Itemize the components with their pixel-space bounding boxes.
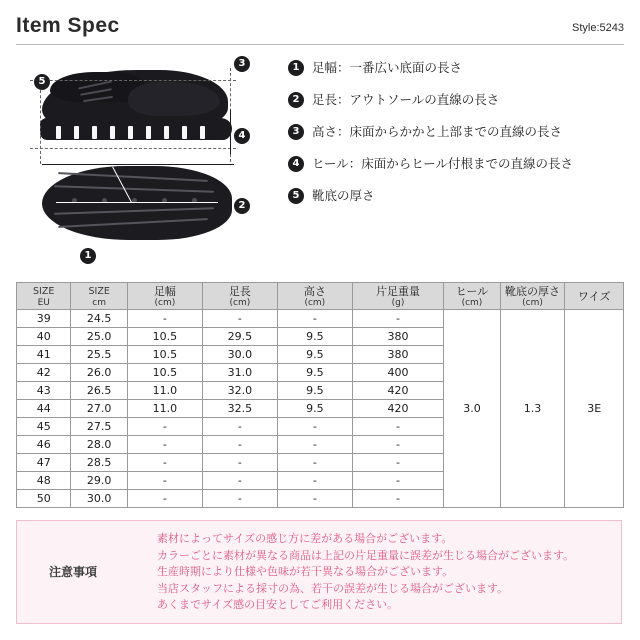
legend-badge-4: 4 — [288, 156, 304, 172]
legend-text-5: 靴底の厚さ — [312, 188, 375, 203]
cell-cm: 25.5 — [71, 346, 127, 364]
cell-width: - — [127, 310, 202, 328]
legend-badge-1: 1 — [288, 60, 304, 76]
measure-arrow-heel-height — [230, 110, 231, 154]
cell-weight: - — [352, 472, 443, 490]
cell-length: - — [202, 472, 277, 490]
cell-heel-merged: 3.0 — [444, 310, 500, 508]
cell-length: 31.0 — [202, 364, 277, 382]
measure-arrow-sole-length — [56, 202, 218, 203]
cell-weight: - — [352, 436, 443, 454]
legend-text-2: 足長：アウトソールの直線の長さ — [312, 92, 500, 107]
cell-width: 10.5 — [127, 328, 202, 346]
header-weight: 片足重量 (g) — [352, 283, 443, 310]
sole-tread — [110, 126, 115, 139]
cell-cm: 26.5 — [71, 382, 127, 400]
cell-length: 30.0 — [202, 346, 277, 364]
cell-length: - — [202, 454, 277, 472]
cell-height: - — [277, 310, 352, 328]
diagram-badge-2-bottom: 2 — [234, 198, 250, 214]
style-code: Style:5243 — [572, 22, 624, 34]
page-header — [16, 14, 624, 44]
cell-height: - — [277, 418, 352, 436]
cell-length: 32.0 — [202, 382, 277, 400]
cell-length: 32.5 — [202, 400, 277, 418]
cell-eu: 40 — [17, 328, 71, 346]
cell-width: 10.5 — [127, 346, 202, 364]
cell-weight: - — [352, 454, 443, 472]
cell-cm: 28.0 — [71, 436, 127, 454]
cell-eu: 45 — [17, 418, 71, 436]
cell-height: 9.5 — [277, 364, 352, 382]
table-body — [17, 310, 624, 508]
cell-eu: 42 — [17, 364, 71, 382]
legend-item — [288, 186, 628, 218]
cell-length: 29.5 — [202, 328, 277, 346]
table-row — [17, 310, 624, 328]
cell-width: 11.0 — [127, 400, 202, 418]
cell-height: - — [277, 436, 352, 454]
notice-label: 注意事項 — [49, 565, 98, 579]
header-divider — [16, 44, 624, 45]
notice-box — [16, 520, 622, 624]
cell-cm: 28.5 — [71, 454, 127, 472]
sole-tread — [56, 126, 61, 139]
size-spec-table — [16, 282, 624, 508]
cell-width: - — [127, 418, 202, 436]
header-height: 高さ (cm) — [277, 283, 352, 310]
cell-eu: 41 — [17, 346, 71, 364]
header-width: 足幅 (cm) — [127, 283, 202, 310]
legend-item — [288, 90, 628, 122]
header-length: 足長 (cm) — [202, 283, 277, 310]
cell-weight: 380 — [352, 328, 443, 346]
cell-weight: - — [352, 310, 443, 328]
cell-width: - — [127, 472, 202, 490]
diagram-badge-4: 4 — [234, 128, 250, 144]
legend-text-1: 足幅：一番広い底面の長さ — [312, 60, 463, 75]
cell-cm: 27.0 — [71, 400, 127, 418]
cell-weight: 420 — [352, 382, 443, 400]
cell-wise-merged: 3E — [565, 310, 624, 508]
cell-length: - — [202, 418, 277, 436]
cell-width: 11.0 — [127, 382, 202, 400]
diagram-badge-5: 5 — [34, 74, 50, 90]
cell-weight: 400 — [352, 364, 443, 382]
cell-length: - — [202, 490, 277, 508]
cell-width: - — [127, 454, 202, 472]
sole-tread — [164, 126, 169, 139]
header-size-eu: SIZE EU — [17, 283, 71, 310]
sole-tread — [182, 126, 187, 139]
cell-weight: - — [352, 418, 443, 436]
cell-length: - — [202, 436, 277, 454]
page-title: Item Spec — [16, 14, 120, 37]
notice-line: あくまでサイズ感の目安としてご利用ください。 — [157, 598, 399, 611]
cell-eu: 48 — [17, 472, 71, 490]
cell-height: 9.5 — [277, 346, 352, 364]
cell-eu: 43 — [17, 382, 71, 400]
legend-item — [288, 154, 628, 186]
notice-lines — [157, 531, 613, 614]
sole-tread — [74, 126, 79, 139]
cell-weight: - — [352, 490, 443, 508]
table-header-row — [17, 283, 624, 310]
cell-cm: 24.5 — [71, 310, 127, 328]
header-wise: ワイズ — [565, 283, 624, 310]
cell-length: - — [202, 310, 277, 328]
header-heel: ヒール (cm) — [444, 283, 500, 310]
shoe-diagram — [16, 52, 278, 264]
notice-line: 生産時期により仕様や色味が若干異なる場合がございます。 — [157, 565, 454, 578]
cell-weight: 420 — [352, 400, 443, 418]
legend-item — [288, 58, 628, 90]
cell-height: 9.5 — [277, 382, 352, 400]
legend-badge-3: 3 — [288, 124, 304, 140]
legend-text-3: 高さ：床面からかかと上部までの直線の長さ — [312, 124, 563, 139]
measurement-legend — [288, 58, 628, 218]
cell-cm: 27.5 — [71, 418, 127, 436]
cell-width: - — [127, 436, 202, 454]
legend-badge-2: 2 — [288, 92, 304, 108]
header-sole-thickness: 靴底の厚さ (cm) — [500, 283, 565, 310]
sole-tread — [92, 126, 97, 139]
cell-cm: 25.0 — [71, 328, 127, 346]
cell-thickness-merged: 1.3 — [500, 310, 565, 508]
header-size-cm: SIZE cm — [71, 283, 127, 310]
cell-eu: 47 — [17, 454, 71, 472]
cell-eu: 44 — [17, 400, 71, 418]
diagram-badge-1: 1 — [80, 248, 96, 264]
cell-eu: 50 — [17, 490, 71, 508]
notice-line: 当店スタッフによる採寸の為、若干の誤差が生じる場合がございます。 — [157, 581, 509, 595]
sole-tread — [128, 126, 133, 139]
cell-height: - — [277, 472, 352, 490]
legend-text-4: ヒール：床面からヒール付根までの直線の長さ — [312, 156, 574, 171]
cell-width: - — [127, 490, 202, 508]
cell-height: - — [277, 490, 352, 508]
cell-eu: 39 — [17, 310, 71, 328]
shoe-vamp — [128, 82, 220, 116]
cell-eu: 46 — [17, 436, 71, 454]
guide-line-top — [30, 80, 236, 81]
guide-line-bottom — [30, 148, 236, 149]
cell-height: 9.5 — [277, 328, 352, 346]
cell-cm: 29.0 — [71, 472, 127, 490]
cell-height: 9.5 — [277, 400, 352, 418]
shoe-side-view-illustration — [42, 70, 228, 148]
sole-tread — [146, 126, 151, 139]
cell-cm: 30.0 — [71, 490, 127, 508]
diagram-badge-3: 3 — [234, 56, 250, 72]
cell-weight: 380 — [352, 346, 443, 364]
guide-line-toe-vertical — [40, 80, 41, 164]
sole-tread — [200, 126, 205, 139]
shoe-bottom-view-illustration — [42, 162, 232, 248]
cell-cm: 26.0 — [71, 364, 127, 382]
legend-badge-5: 5 — [288, 188, 304, 204]
notice-line: 素材によってサイズの感じ方に差がある場合がございます。 — [157, 532, 453, 545]
cell-height: - — [277, 454, 352, 472]
cell-width: 10.5 — [127, 364, 202, 382]
notice-line: カラーごとに素材が異なる商品は上記の片足重量に誤差が生じる場合がございます。 — [157, 548, 575, 562]
size-spec-table-wrapper — [16, 282, 624, 508]
legend-item — [288, 122, 628, 154]
